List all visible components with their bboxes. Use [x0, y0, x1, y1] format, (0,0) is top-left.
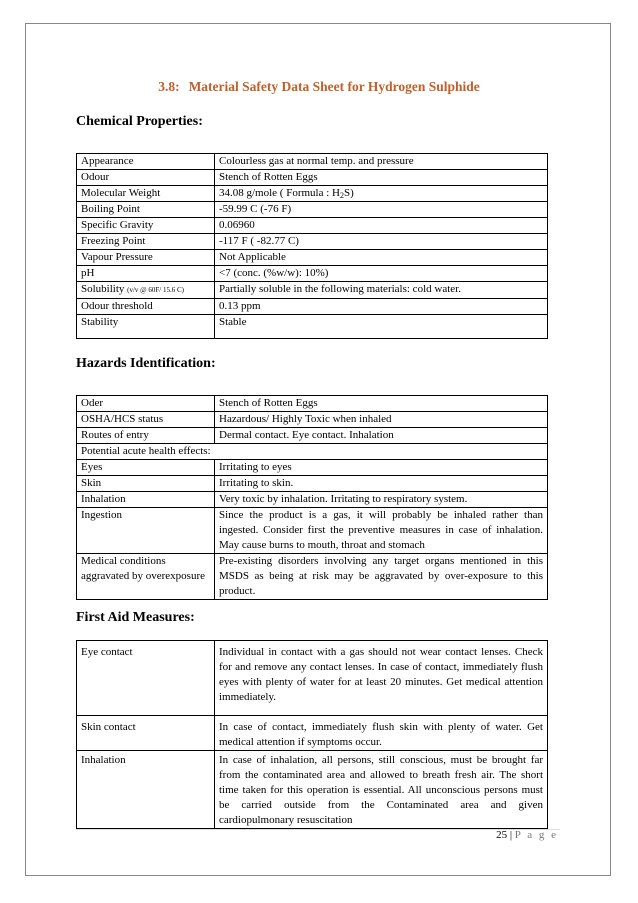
row-label [77, 282, 215, 299]
footer-divider [76, 829, 560, 830]
row-label: Molecular Weight [77, 186, 215, 202]
row-value: Individual in contact with a gas should not wear contact lenses. Check for and remove any contact lenses. In case of contact, immediately flush eyes with plenty of water for at least 20 minutes. Get medical attention immediately. [215, 641, 548, 716]
row-value: In case of inhalation, all persons, still conscious, must be brought far from the contaminated area and allowed to breath fresh air. The short time taken for this operation is essential. All unconscious persons must be carried outside from the Contaminated area and given cardiopulmonary resuscitation [215, 751, 548, 829]
row-label: Freezing Point [77, 234, 215, 250]
table-row [77, 492, 548, 508]
row-label: Inhalation [77, 492, 215, 508]
first-aid-table [76, 640, 548, 829]
row-value: Stench of Rotten Eggs [215, 170, 548, 186]
table-row [77, 396, 548, 412]
row-value: Colourless gas at normal temp. and pressure [215, 154, 548, 170]
formula-suffix: S) [344, 187, 354, 199]
page-footer [496, 829, 558, 841]
table-row [77, 428, 548, 444]
table-row [77, 554, 548, 600]
table-row [77, 186, 548, 202]
row-label: Skin contact [77, 716, 215, 751]
table-row [77, 460, 548, 476]
table-row [77, 412, 548, 428]
row-value: Stable [215, 315, 548, 339]
table-row [77, 234, 548, 250]
table-row [77, 154, 548, 170]
row-subheading: Potential acute health effects: [77, 444, 548, 460]
table-row [77, 641, 548, 716]
row-label: Medical conditions aggravated by overexposure [77, 554, 215, 600]
first-aid-heading: First Aid Measures: [76, 610, 195, 625]
page-title [0, 79, 638, 95]
row-label: Skin [77, 476, 215, 492]
table-row [77, 282, 548, 299]
page-label: P a g e [514, 829, 558, 841]
table-row [77, 266, 548, 282]
row-label: OSHA/HCS status [77, 412, 215, 428]
row-value: Very toxic by inhalation. Irritating to respiratory system. [215, 492, 548, 508]
solubility-label: Solubility [81, 283, 125, 295]
table-row [77, 250, 548, 266]
section-number: 3.8: [158, 79, 180, 94]
row-label: Specific Gravity [77, 218, 215, 234]
row-label: Inhalation [77, 751, 215, 829]
formula-prefix: 34.08 g/mole ( Formula : H [219, 187, 340, 199]
row-value: In case of contact, immediately flush skin with plenty of water. Get medical attention if symptoms occur. [215, 716, 548, 751]
table-row [77, 315, 548, 339]
row-label: Eyes [77, 460, 215, 476]
row-value: Pre-existing disorders involving any target organs mentioned in this MSDS as being at risk may be aggravated by over-exposure to this product. [215, 554, 548, 600]
row-value: Not Applicable [215, 250, 548, 266]
table-row [77, 444, 548, 460]
row-value: Hazardous/ Highly Toxic when inhaled [215, 412, 548, 428]
section-title: Material Safety Data Sheet for Hydrogen Sulphide [188, 79, 480, 94]
row-value: Stench of Rotten Eggs [215, 396, 548, 412]
row-value: 0.06960 [215, 218, 548, 234]
row-value: Since the product is a gas, it will probably be inhaled rather than ingested. Consider first the preventive measures in case of inhalation. May cause burns to mouth, throat and stomach [215, 508, 548, 554]
table-row [77, 508, 548, 554]
row-label: Oder [77, 396, 215, 412]
table-row [77, 476, 548, 492]
row-value: -59.99 C (-76 F) [215, 202, 548, 218]
row-value: Irritating to skin. [215, 476, 548, 492]
formula-subscript: 2 [340, 191, 344, 200]
chemical-properties-table [76, 153, 548, 339]
row-value: Irritating to eyes [215, 460, 548, 476]
table-row [77, 751, 548, 829]
row-value: -117 F ( -82.77 C) [215, 234, 548, 250]
hazards-table [76, 395, 548, 600]
row-value [215, 186, 548, 202]
row-label: Boiling Point [77, 202, 215, 218]
solubility-note: (v/v @ 60F/ 15.6 C) [127, 286, 184, 294]
chemical-properties-heading: Chemical Properties: [76, 114, 203, 129]
row-label: Routes of entry [77, 428, 215, 444]
table-row [77, 299, 548, 315]
row-value: <7 (conc. (%w/w): 10%) [215, 266, 548, 282]
table-row [77, 170, 548, 186]
page-number: 25 [496, 829, 508, 841]
hazards-heading: Hazards Identification: [76, 356, 216, 371]
row-label: Stability [77, 315, 215, 339]
table-row [77, 202, 548, 218]
row-label: Odour [77, 170, 215, 186]
row-label: Eye contact [77, 641, 215, 716]
row-value: Partially soluble in the following materials: cold water. [215, 282, 548, 299]
row-label: Vapour Pressure [77, 250, 215, 266]
table-row [77, 218, 548, 234]
row-label: pH [77, 266, 215, 282]
row-value: 0.13 ppm [215, 299, 548, 315]
row-value: Dermal contact. Eye contact. Inhalation [215, 428, 548, 444]
row-label: Appearance [77, 154, 215, 170]
row-label: Odour threshold [77, 299, 215, 315]
table-row [77, 716, 548, 751]
footer-separator: | [509, 829, 513, 841]
row-label: Ingestion [77, 508, 215, 554]
